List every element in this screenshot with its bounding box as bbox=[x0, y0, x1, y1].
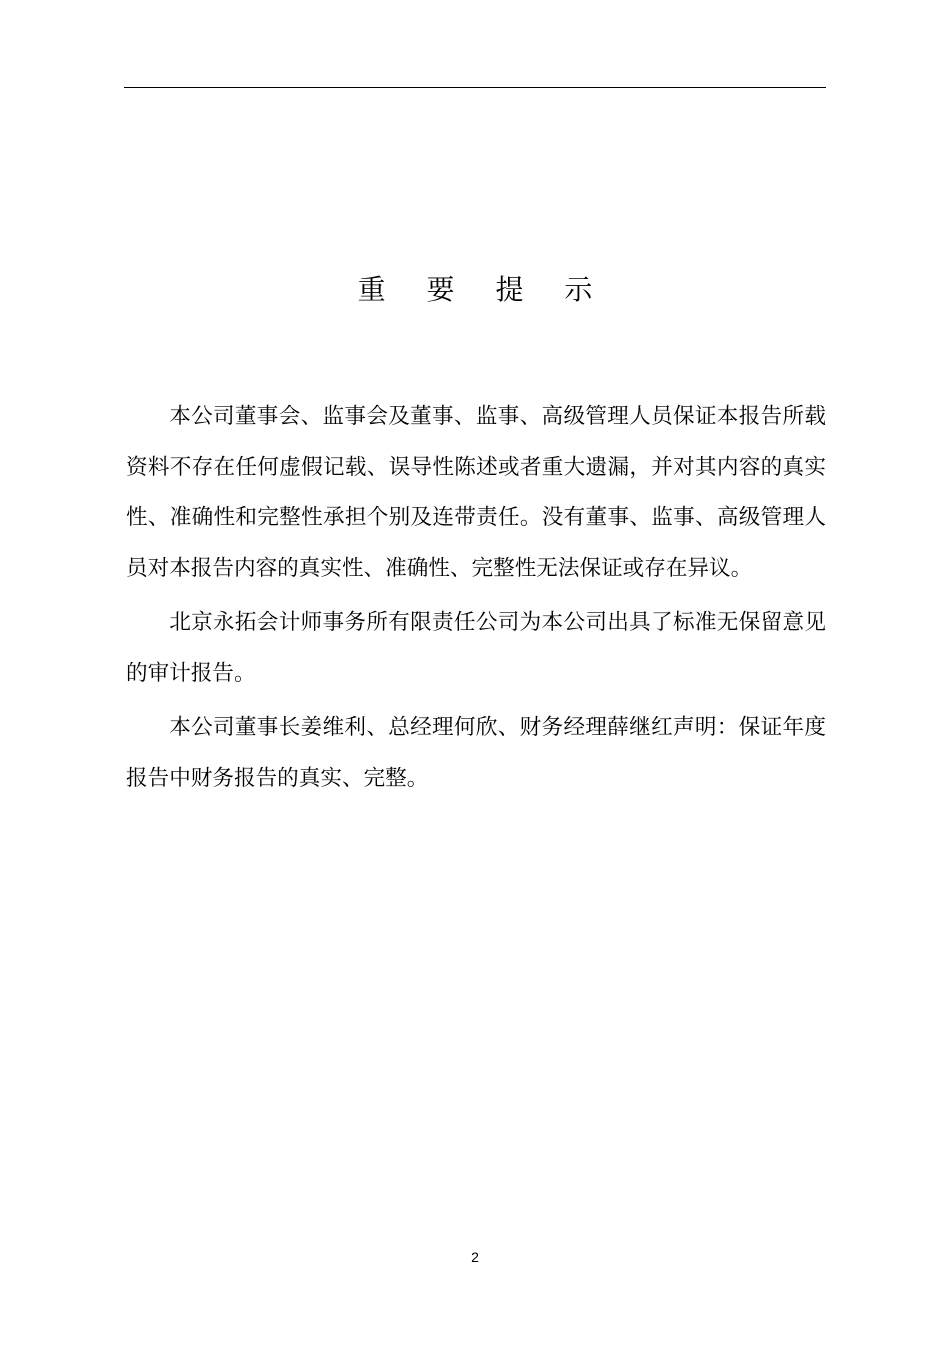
page-number: 2 bbox=[471, 1249, 479, 1265]
header-rule bbox=[124, 87, 826, 88]
page-title: 重 要 提 示 bbox=[357, 273, 609, 306]
paragraph-audit-opinion: 北京永拓会计师事务所有限责任公司为本公司出具了标准无保留意见的审计报告。 bbox=[126, 610, 826, 686]
body-text bbox=[126, 392, 826, 808]
paragraph-management-declaration: 本公司董事长姜维利、总经理何欣、财务经理薛继红声明：保证年度报告中财务报告的真实、完整。 bbox=[126, 715, 826, 791]
paragraph-responsibility-statement: 本公司董事会、监事会及董事、监事、高级管理人员保证本报告所载资料不存在任何虚假记载、误导性陈述或者重大遗漏，并对其内容的真实性、准确性和完整性承担个别及连带责任。没有董事、监事、高级管理人员对本报告内容的真实性、准确性、完整性无法保证或存在异议。 bbox=[126, 404, 826, 581]
